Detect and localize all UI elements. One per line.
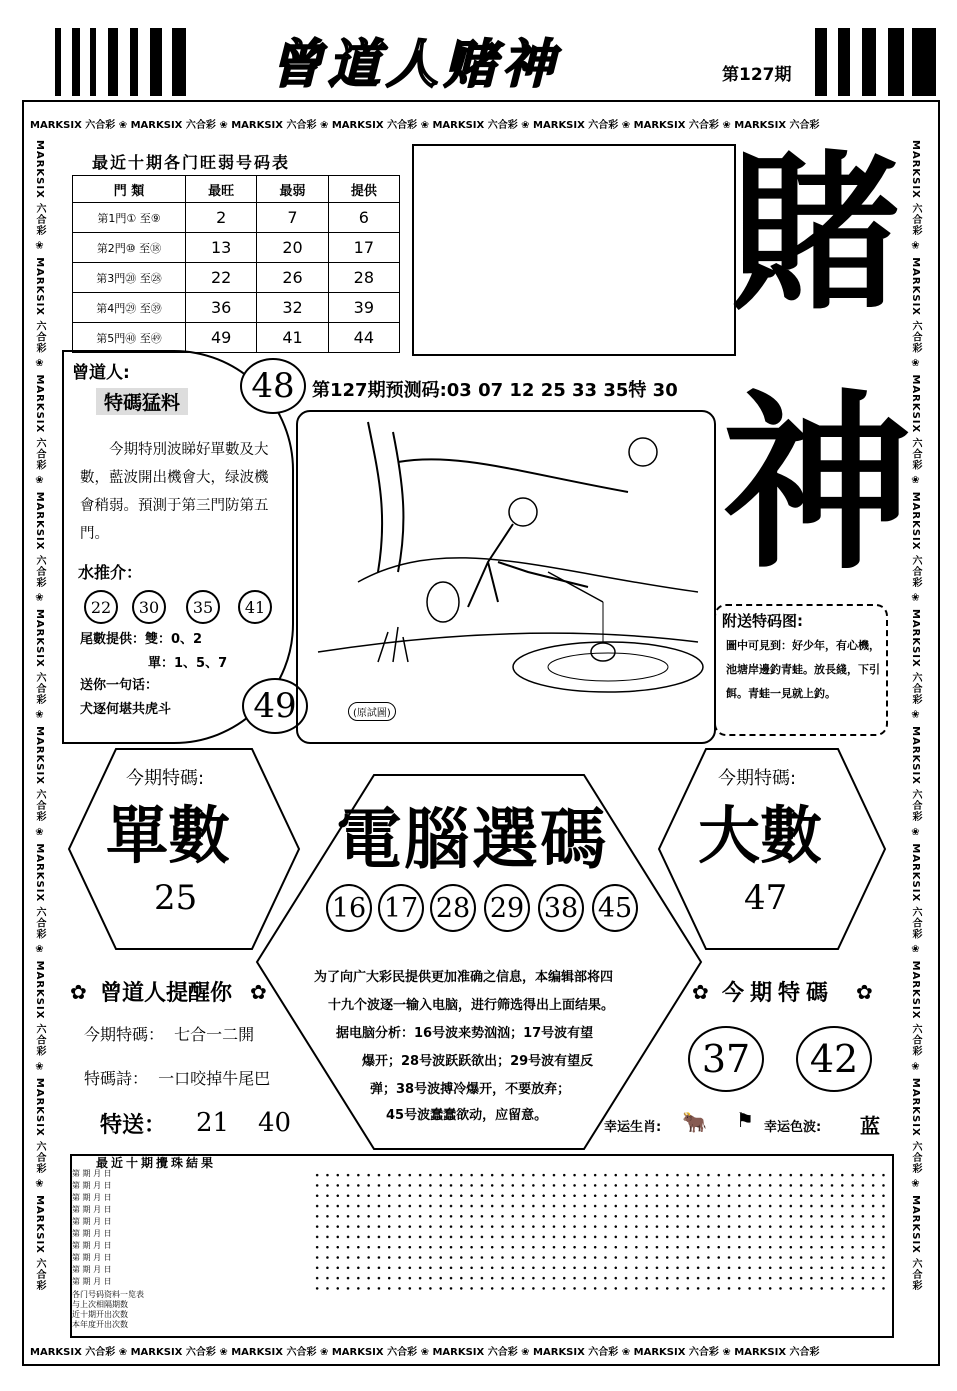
reminder-title: 曾道人提醒你 [100, 981, 233, 1006]
header-stripe [90, 28, 96, 96]
computer-text-6: 45号波蠢蠢欲动，应留意。 [386, 1108, 548, 1123]
computer-number: 28 [430, 884, 476, 932]
left-brand-strip: MARKSIX 六合彩 ❀ MARKSIX 六合彩 ❀ MARKSIX 六合彩 ❀ MARKSIX 六合彩 ❀ MARKSIX 六合彩 ❀ MARKSIX 六合彩 ❀ MARKSIX 六合彩 ❀ MARKSIX 六合彩 ❀ MARKSIX 六合彩 ❀ MARKSIX 六合彩 [34, 140, 45, 1292]
table-row [73, 203, 400, 233]
cell-cold: 26 [257, 263, 328, 293]
table-row [73, 263, 400, 293]
left-hex-label: 今期特碼: [126, 768, 205, 789]
header-stripe [862, 28, 876, 96]
pond [513, 642, 703, 692]
flower-icon: ✿ [70, 980, 87, 1004]
reminder-gift-number: 21 [196, 1108, 230, 1138]
header-stripe [172, 28, 186, 96]
fishing-boy-illustration [298, 412, 714, 742]
fishing-rod [548, 572, 603, 602]
header-stripe [72, 28, 80, 96]
computer-number: 38 [538, 884, 584, 932]
water-number: 30 [132, 590, 166, 624]
flower-icon: ✿ [692, 980, 709, 1004]
hill-line [358, 558, 698, 592]
table-row [73, 323, 400, 353]
panel-name: 曾道人: [72, 363, 130, 383]
header-stripe [150, 28, 162, 96]
water-number: 41 [238, 590, 272, 624]
results-row: 第 期 月 日 [72, 1241, 112, 1250]
bottom-brand-strip: MARKSIX 六合彩 ❀ MARKSIX 六合彩 ❀ MARKSIX 六合彩 ❀ MARKSIX 六合彩 ❀ MARKSIX 六合彩 ❀ MARKSIX 六合彩 ❀ MARKSIX 六合彩 ❀ MARKSIX 六合彩 [30, 1347, 820, 1358]
results-footer [72, 1290, 308, 1330]
header-title: 曾道人赌神 [270, 34, 561, 95]
tail-label: 尾數提供：雙：0、2 [80, 632, 203, 647]
header-stripe [55, 28, 61, 96]
results-row: 第 期 月 日 [72, 1217, 112, 1226]
header-stripe [912, 28, 936, 96]
boy-head [509, 498, 537, 526]
cell-hot: 13 [186, 233, 257, 263]
row-label: 第4門㉙ 至㊴ [73, 293, 186, 323]
hot-cold-table [72, 175, 400, 353]
flower-icon: ✿ [856, 980, 873, 1004]
water-number: 22 [84, 590, 118, 624]
blank-box [412, 144, 736, 356]
results-footer-label: 近十期开出次数 [72, 1310, 128, 1319]
tree-trunk [368, 422, 403, 572]
water-title: 水推介： [78, 563, 143, 582]
header-stripe [815, 28, 827, 96]
bubble-bottom: 49 [242, 678, 308, 734]
results-footer-label: 与上次相隔期数 [72, 1300, 128, 1309]
cell-hot: 22 [186, 263, 257, 293]
row-label: 第5門㊵ 至㊾ [73, 323, 186, 353]
pond-ripple [548, 653, 668, 681]
cell-offer: 6 [328, 203, 399, 233]
special-number: 37 [688, 1026, 764, 1092]
top-brand-strip: MARKSIX 六合彩 ❀ MARKSIX 六合彩 ❀ MARKSIX 六合彩 ❀ MARKSIX 六合彩 ❀ MARKSIX 六合彩 ❀ MARKSIX 六合彩 ❀ MARKSIX 六合彩 ❀ MARKSIX 六合彩 [30, 120, 820, 131]
computer-text-5: 弹；38号波搏冷爆开，不要放弃； [370, 1082, 571, 1097]
header-stripe [838, 28, 850, 96]
cell-cold: 41 [257, 323, 328, 353]
results-row: 第 期 月 日 [72, 1205, 112, 1214]
panel-text: 今期特別波睇好單數及大數，藍波開出機會大，绿波機會稍弱。預測于第三門防第五門。 [80, 442, 269, 542]
issue-label: 第127期 [722, 65, 792, 85]
lucky-color-label: 幸运色波: [764, 1120, 822, 1135]
computer-text-4: 爆开；28号波跃跃欲出；29号波有望反 [362, 1054, 594, 1069]
results-row: 第 期 月 日 [72, 1229, 112, 1238]
cell-hot: 49 [186, 323, 257, 353]
zodiac-animal-icon: 🐂 [682, 1110, 707, 1134]
col-header: 提供 [328, 176, 399, 203]
cell-hot: 2 [186, 203, 257, 233]
computer-number: 29 [484, 884, 530, 932]
col-header: 最弱 [257, 176, 328, 203]
water-number: 35 [186, 590, 220, 624]
special-number: 42 [796, 1026, 872, 1092]
col-header: 最旺 [186, 176, 257, 203]
panel-tag: 特碼猛料 [96, 388, 188, 415]
results-row-labels [72, 1168, 308, 1288]
computer-number: 17 [378, 884, 424, 932]
frog-icon [591, 643, 615, 661]
results-row: 第 期 月 日 [72, 1181, 112, 1190]
flag-icon: ⚑ [736, 1108, 754, 1132]
results-row: 第 期 月 日 [72, 1277, 112, 1286]
big-title-char-1: 賭 [730, 136, 901, 334]
cell-offer: 39 [328, 293, 399, 323]
left-hex-number: 25 [154, 878, 198, 918]
shore-line [318, 633, 698, 652]
cell-hot: 36 [186, 293, 257, 323]
row-label: 第3門⑳ 至㉘ [73, 263, 186, 293]
results-row: 第 期 月 日 [72, 1253, 112, 1262]
fish-basket-icon [427, 582, 459, 622]
cell-cold: 7 [257, 203, 328, 233]
results-footer-label: 各门号码资料一览表 [72, 1290, 144, 1299]
table-header-row [73, 176, 400, 203]
bubble-top: 48 [240, 358, 306, 414]
tree-branch [398, 459, 628, 492]
computer-text-1: 为了向广大彩民提供更加准确之信息，本编辑部将四 [314, 970, 614, 985]
computer-title: 電腦選碼 [336, 801, 608, 878]
computer-text-3: 据电脑分析：16号波来势汹汹；17号波有望 [336, 1026, 594, 1041]
prediction-line: 第127期预测码:03 07 12 25 33 35特 30 [312, 380, 678, 401]
lucky-zodiac-label: 幸运生肖: [604, 1120, 662, 1135]
cell-offer: 44 [328, 323, 399, 353]
computer-text-2: 十九个波逐一输入电脑，进行筛选得出上面结果。 [328, 998, 615, 1013]
big-title-char-2: 神 [722, 374, 913, 595]
reminder-gift-label: 特送： [100, 1113, 167, 1138]
gift-title: 附送特码图: [722, 612, 803, 630]
results-row: 第 期 月 日 [72, 1193, 112, 1202]
table-title: 最近十期各门旺弱号码表 [92, 153, 291, 172]
right-brand-strip: MARKSIX 六合彩 ❀ MARKSIX 六合彩 ❀ MARKSIX 六合彩 ❀ MARKSIX 六合彩 ❀ MARKSIX 六合彩 ❀ MARKSIX 六合彩 ❀ MARKSIX 六合彩 ❀ MARKSIX 六合彩 ❀ MARKSIX 六合彩 ❀ MARKSIX 六合彩 [910, 140, 921, 1292]
cell-cold: 20 [257, 233, 328, 263]
row-label: 第1門① 至⑨ [73, 203, 186, 233]
right-hex-label: 今期特碼: [718, 768, 797, 789]
picture-stamp: (原試圖) [348, 702, 396, 721]
results-dot-grid [312, 1170, 888, 1290]
header-stripe [130, 28, 138, 96]
flowers [378, 627, 408, 662]
special-title: 今期特碼 [722, 981, 835, 1006]
computer-number: 16 [326, 884, 372, 932]
results-footer-label: 本年度开出次数 [72, 1320, 128, 1329]
phrase: 犬逐何堪共虎斗 [80, 702, 172, 717]
cell-offer: 28 [328, 263, 399, 293]
results-row: 第 期 月 日 [72, 1169, 112, 1178]
phrase-label: 送你一句话： [80, 678, 159, 693]
results-title: 最近十期攪珠結果 [96, 1156, 217, 1170]
computer-number: 45 [592, 884, 638, 932]
tail-single: 單：1、5、7 [148, 656, 228, 671]
header-stripe [108, 28, 118, 96]
results-row: 第 期 月 日 [72, 1265, 112, 1274]
reminder-special: 今期特碼： 七合一二開 [84, 1025, 255, 1044]
flower-icon: ✿ [250, 980, 267, 1004]
reminder-poem: 特碼詩： 一口咬掉牛尾巴 [84, 1069, 271, 1088]
moon-icon [629, 438, 657, 466]
header-stripe [888, 28, 904, 96]
cell-offer: 17 [328, 233, 399, 263]
left-hex-main: 單數 [106, 799, 231, 872]
riddle-picture [296, 410, 716, 744]
reminder-gift-number: 40 [258, 1108, 292, 1138]
lucky-color: 蓝 [860, 1114, 880, 1138]
boy-body [468, 524, 588, 607]
right-hex-number: 47 [744, 878, 788, 918]
cell-cold: 32 [257, 293, 328, 323]
header-bar [0, 0, 957, 100]
table-row [73, 233, 400, 263]
right-hex-main: 大數 [698, 799, 823, 872]
gift-text: 圖中可見到：好少年，有心機，池塘岸邊釣青蛙。放長綫，下引餌。青蛙一見就上釣。 [726, 639, 880, 700]
row-label: 第2門⑩ 至⑱ [73, 233, 186, 263]
col-header: 門 類 [73, 176, 186, 203]
table-row [73, 293, 400, 323]
